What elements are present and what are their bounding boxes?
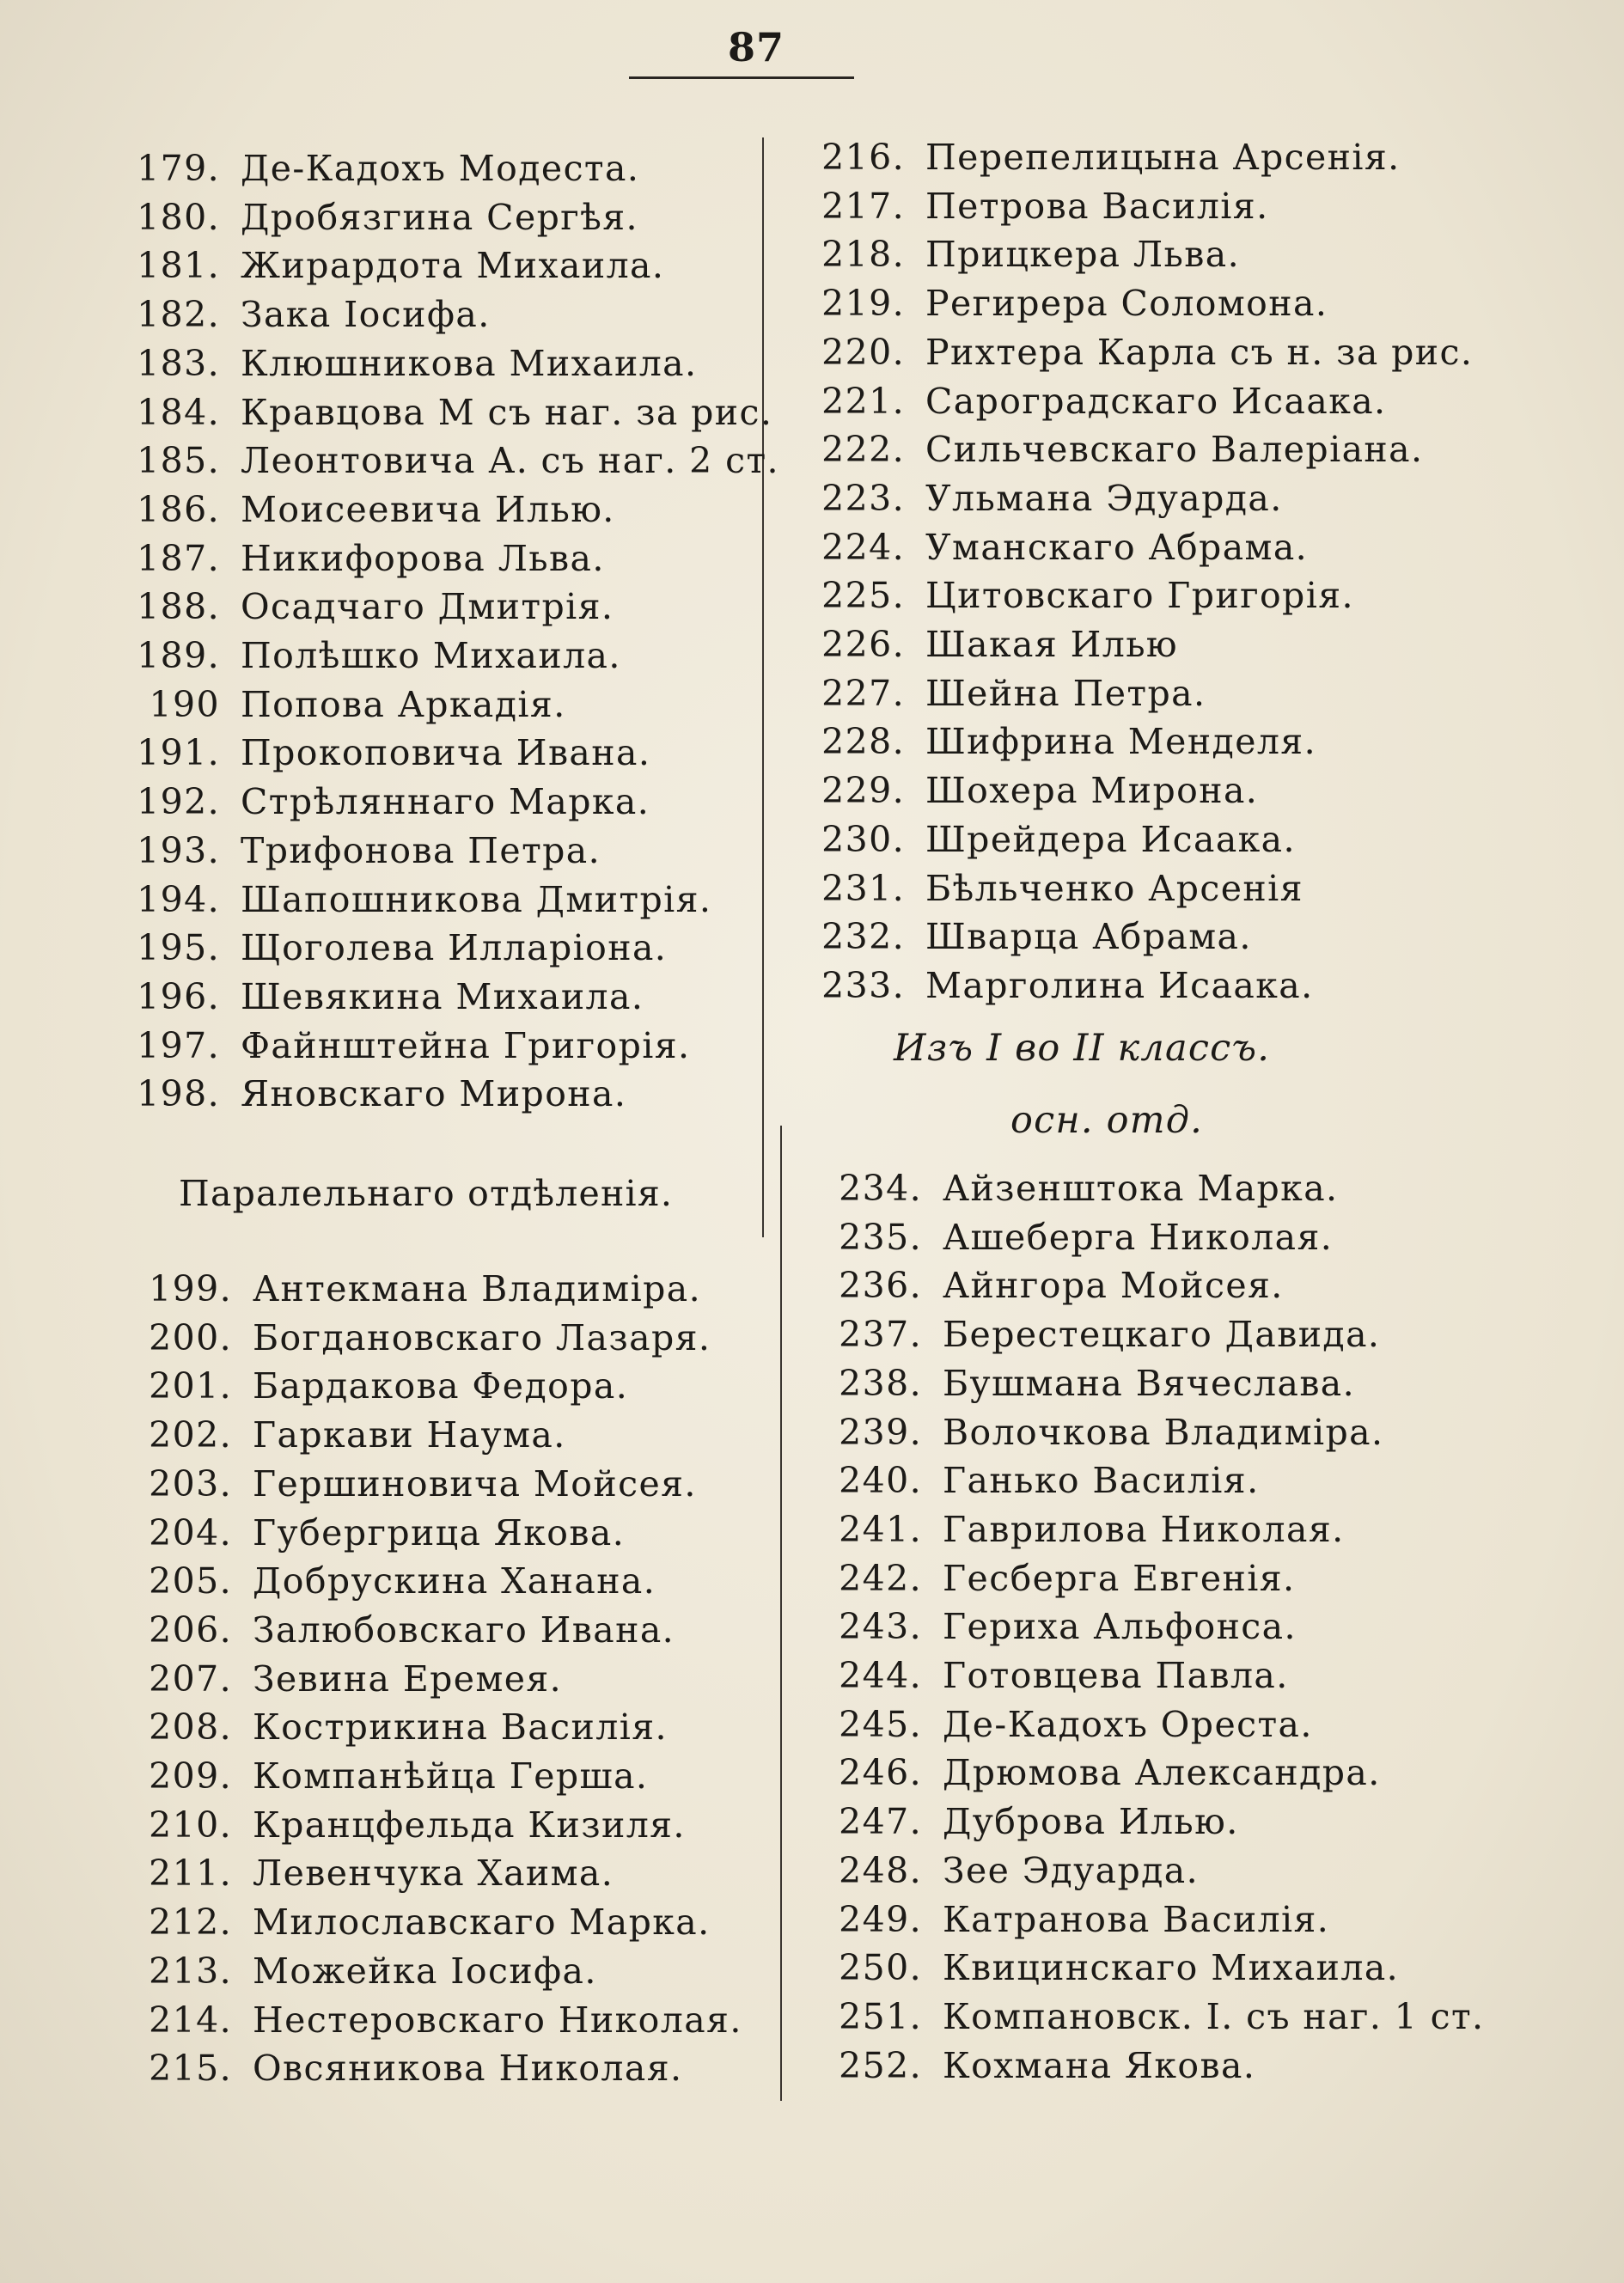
entry-name: Сароградскаго Исаака. — [925, 380, 1387, 422]
entry-number: 245. — [839, 1703, 922, 1745]
entry-name: Кострикина Василія. — [253, 1706, 668, 1749]
entry-name: Полѣшко Михаила. — [241, 635, 621, 676]
list-item — [778, 815, 1296, 864]
entry-name: Айзенштока Марка. — [943, 1168, 1339, 1209]
list-item — [778, 913, 1252, 961]
entry-number: 182. — [137, 294, 220, 336]
entry-name: Гершиновича Мойсея. — [253, 1462, 697, 1505]
entry-number: 205. — [149, 1560, 232, 1602]
list-item — [795, 1749, 1381, 1797]
entry-name: Нестеровскаго Николая. — [253, 1999, 742, 2041]
entry-number: 195. — [137, 927, 220, 969]
entry-name: Гесберга Евгенія. — [943, 1557, 1296, 1599]
entry-name: Волочкова Владиміра. — [943, 1411, 1384, 1453]
entry-name: Левенчука Хаима. — [253, 1853, 614, 1895]
entry-name: Шапошникова Дмитрія. — [241, 878, 712, 920]
entry-number: 211. — [149, 1853, 232, 1895]
list-item — [795, 1651, 1289, 1700]
list-item — [778, 133, 1401, 181]
section-heading-parallel: Паралельнаго отдѣленія. — [179, 1173, 674, 1214]
entry-name: Регирера Соломона. — [925, 283, 1328, 325]
entry-number: 184. — [137, 391, 220, 433]
entry-number: 226. — [821, 624, 905, 665]
list-item — [86, 290, 491, 339]
list-item — [86, 681, 566, 729]
list-item — [795, 1895, 1329, 1944]
entry-number: 186. — [137, 488, 220, 530]
entry-number: 202. — [149, 1414, 232, 1456]
entry-number: 179. — [137, 148, 220, 189]
entry-number: 234. — [839, 1168, 922, 1209]
list-item — [778, 474, 1283, 522]
entry-name: Шварца Абрама. — [925, 916, 1252, 958]
entry-name: Де-Кадохъ Модеста. — [241, 148, 640, 189]
entry-number: 232. — [821, 916, 905, 958]
list-item — [778, 669, 1206, 717]
entry-number: 241. — [839, 1508, 922, 1550]
list-item — [86, 632, 621, 680]
entry-number: 224. — [821, 526, 905, 568]
entry-number: 204. — [149, 1511, 232, 1554]
entry-number: 220. — [821, 331, 905, 373]
entry-number: 218. — [821, 234, 905, 276]
entry-name: Шакая Илью — [925, 624, 1179, 665]
list-item — [778, 328, 1473, 376]
entry-name: Гаврилова Николая. — [943, 1508, 1345, 1550]
list-item — [778, 571, 1354, 620]
entry-name: Рихтера Карла съ н. за рис. — [925, 331, 1474, 373]
list-item — [103, 1557, 656, 1605]
header-rule — [629, 76, 854, 79]
list-item — [86, 485, 615, 534]
entry-number: 217. — [821, 185, 905, 227]
list-item — [795, 1213, 1333, 1261]
entry-number: 219. — [821, 283, 905, 325]
entry-number: 200. — [149, 1316, 232, 1358]
list-item — [795, 1847, 1199, 1895]
list-item — [778, 523, 1308, 571]
entry-name: Антекмана Владиміра. — [253, 1268, 702, 1309]
entry-number: 221. — [821, 380, 905, 422]
entry-number: 196. — [137, 975, 220, 1017]
entry-number: 192. — [137, 781, 220, 823]
list-item — [103, 1898, 711, 1946]
entry-name: Перепелицына Арсенія. — [925, 137, 1401, 178]
entry-number: 227. — [821, 672, 905, 714]
entry-name: Трифонова Петра. — [241, 829, 601, 871]
list-item — [795, 1505, 1345, 1554]
entry-number: 190 — [149, 683, 220, 725]
entry-number: 198. — [137, 1073, 220, 1115]
list-item — [86, 339, 697, 388]
entry-number: 193. — [137, 829, 220, 871]
entry-name: Ульмана Эдуарда. — [925, 477, 1283, 519]
entry-name: Уманскаго Абрама. — [925, 526, 1309, 568]
entry-number: 250. — [839, 1947, 922, 1989]
entry-name: Кохмана Якова. — [943, 2044, 1256, 2086]
entry-name: Шевякина Михаила. — [241, 975, 644, 1017]
entry-number: 201. — [149, 1365, 232, 1407]
entry-number: 231. — [821, 867, 905, 909]
list-item — [778, 425, 1423, 473]
entry-name: Шохера Мирона. — [925, 770, 1259, 812]
list-item — [86, 1070, 626, 1118]
entry-name: Губергрица Якова. — [253, 1511, 626, 1554]
entry-number: 244. — [839, 1655, 922, 1696]
list-item — [778, 377, 1387, 425]
entry-name: Клюшникова Михаила. — [241, 342, 698, 384]
list-item — [795, 1798, 1239, 1846]
list-item — [86, 827, 601, 875]
entry-number: 187. — [137, 537, 220, 579]
list-item — [86, 778, 650, 826]
list-item — [103, 1265, 701, 1313]
list-item — [86, 973, 644, 1021]
list-item — [795, 1408, 1383, 1456]
entry-number: 251. — [839, 1995, 922, 2037]
column-divider — [762, 137, 764, 1237]
list-item — [778, 230, 1240, 278]
list-item — [86, 193, 638, 241]
entry-name: Зее Эдуарда. — [943, 1849, 1200, 1891]
entry-name: Овсяникова Николая. — [253, 2048, 683, 2090]
entry-name: Квицинскаго Михаила. — [943, 1947, 1400, 1989]
entry-name: Ашеберга Николая. — [943, 1216, 1334, 1258]
entry-name: Шрейдера Исаака. — [925, 818, 1296, 860]
entry-name: Берестецкаго Давида. — [943, 1314, 1381, 1356]
entry-number: 181. — [137, 245, 220, 287]
list-item — [103, 1362, 628, 1410]
list-item — [86, 729, 650, 777]
entry-name: Зевина Еремея. — [253, 1657, 563, 1700]
entry-name: Бушмана Вячеслава. — [943, 1362, 1356, 1404]
entry-name: Де-Кадохъ Ореста. — [943, 1703, 1313, 1745]
list-item — [86, 241, 664, 290]
entry-number: 214. — [149, 1999, 232, 2041]
list-item — [86, 876, 711, 924]
entry-number: 242. — [839, 1557, 922, 1599]
entry-number: 180. — [137, 196, 220, 238]
entry-name: Моисеевича Илью. — [241, 488, 615, 530]
list-item — [86, 388, 772, 436]
entry-name: Кравцова М съ наг. за рис. — [241, 391, 773, 433]
entry-number: 183. — [137, 342, 220, 384]
entry-number: 222. — [821, 429, 905, 471]
list-item — [795, 1359, 1355, 1407]
list-item — [778, 279, 1328, 327]
list-item — [103, 1752, 648, 1800]
entry-name: Петрова Василія. — [925, 185, 1269, 227]
entry-name: Катранова Василія. — [943, 1898, 1330, 1940]
section-subheading: осн. отд. — [1010, 1099, 1204, 1142]
list-item — [86, 436, 779, 485]
entry-number: 215. — [149, 2048, 232, 2090]
list-item — [86, 583, 614, 631]
entry-number: 228. — [821, 721, 905, 763]
entry-name: Шейна Петра. — [925, 672, 1206, 714]
list-item — [86, 534, 605, 583]
entry-number: 246. — [839, 1752, 922, 1794]
entry-number: 189. — [137, 635, 220, 676]
entry-name: Милославскаго Марка. — [253, 1901, 711, 1944]
list-item — [795, 1602, 1297, 1651]
list-item — [778, 717, 1316, 766]
entry-number: 208. — [149, 1706, 232, 1749]
entry-name: Кранцфельда Кизиля. — [253, 1804, 686, 1846]
entry-number: 185. — [137, 440, 220, 482]
entry-name: Стрѣляннаго Марка. — [241, 781, 650, 823]
list-item — [795, 1993, 1484, 2041]
entry-name: Дуброва Илью. — [943, 1801, 1239, 1843]
list-item — [778, 864, 1303, 913]
entry-name: Бѣльченко Арсенія — [925, 867, 1303, 909]
entry-number: 236. — [839, 1265, 922, 1307]
list-item — [103, 1606, 675, 1654]
entry-name: Айнгора Мойсея. — [943, 1265, 1284, 1307]
list-item — [103, 1947, 597, 1995]
entry-number: 197. — [137, 1024, 220, 1066]
list-item — [86, 924, 667, 972]
entry-number: 225. — [821, 575, 905, 617]
entry-number: 216. — [821, 137, 905, 178]
entry-number: 191. — [137, 732, 220, 774]
entry-number: 237. — [839, 1314, 922, 1356]
entry-name: Добрускина Ханана. — [253, 1560, 656, 1602]
list-item — [795, 1456, 1260, 1505]
list-item — [778, 182, 1269, 230]
entry-number: 235. — [839, 1216, 922, 1258]
entry-number: 248. — [839, 1849, 922, 1891]
list-item — [795, 1944, 1399, 1992]
entry-number: 249. — [839, 1898, 922, 1940]
list-item — [795, 1700, 1313, 1749]
entry-number: 212. — [149, 1901, 232, 1944]
list-item — [795, 2042, 1255, 2090]
entry-name: Цитовскаго Григорія. — [925, 575, 1354, 617]
list-item — [103, 1849, 614, 1897]
list-item — [103, 1703, 668, 1751]
entry-number: 188. — [137, 586, 220, 628]
entry-number: 243. — [839, 1606, 922, 1648]
entry-name: Никифорова Льва. — [241, 537, 605, 579]
entry-number: 238. — [839, 1362, 922, 1404]
entry-name: Попова Аркадія. — [241, 683, 566, 725]
entry-number: 233. — [821, 964, 905, 1006]
entry-name: Компановск. I. съ наг. 1 ст. — [943, 1995, 1485, 2037]
list-item — [778, 766, 1258, 815]
entry-number: 230. — [821, 818, 905, 860]
entry-name: Марголина Исаака. — [925, 964, 1314, 1006]
list-item — [778, 620, 1178, 668]
list-item — [103, 2044, 682, 2092]
list-item — [103, 1655, 562, 1703]
entry-name: Гериха Альфонса. — [943, 1606, 1297, 1648]
entry-name: Богдановскаго Лазаря. — [253, 1316, 711, 1358]
entry-name: Жирардота Михаила. — [241, 245, 665, 287]
entry-number: 199. — [149, 1268, 232, 1309]
entry-number: 223. — [821, 477, 905, 519]
list-item — [795, 1164, 1339, 1212]
list-item — [86, 1022, 690, 1070]
entry-number: 247. — [839, 1801, 922, 1843]
entry-name: Дрюмова Александра. — [943, 1752, 1381, 1794]
entry-number: 213. — [149, 1950, 232, 1992]
entry-number: 209. — [149, 1755, 232, 1797]
entry-name: Прокоповича Ивана. — [241, 732, 651, 774]
list-item — [778, 961, 1314, 1010]
list-item — [795, 1310, 1380, 1358]
entry-name: Зака Іосифа. — [241, 294, 491, 336]
entry-number: 207. — [149, 1657, 232, 1700]
entry-name: Залюбовскаго Ивана. — [253, 1608, 675, 1651]
entry-name: Прицкера Льва. — [925, 234, 1240, 276]
page-number: 87 — [727, 24, 785, 70]
section-heading-class: Изъ I во II классъ. — [894, 1027, 1271, 1070]
entry-name: Сильчевскаго Валеріана. — [925, 429, 1424, 471]
list-item — [103, 1314, 711, 1362]
entry-number: 240. — [839, 1460, 922, 1502]
entry-name: Леонтовича А. съ наг. 2 ст. — [241, 440, 779, 482]
list-item — [103, 1801, 686, 1849]
entry-name: Файнштейна Григорія. — [241, 1024, 691, 1066]
entry-number: 210. — [149, 1804, 232, 1846]
entry-name: Компанѣйца Герша. — [253, 1755, 649, 1797]
entry-name: Ганько Василія. — [943, 1460, 1260, 1502]
list-item — [795, 1554, 1295, 1602]
entry-number: 252. — [839, 2044, 922, 2086]
entry-number: 203. — [149, 1462, 232, 1505]
entry-name: Гаркави Наума. — [253, 1414, 566, 1456]
entry-name: Яновскаго Мирона. — [241, 1073, 627, 1115]
list-item — [103, 1509, 625, 1557]
entry-number: 229. — [821, 770, 905, 812]
entry-name: Готовцева Павла. — [943, 1655, 1289, 1696]
list-item — [795, 1261, 1284, 1309]
entry-number: 239. — [839, 1411, 922, 1453]
list-item — [103, 1460, 697, 1508]
entry-name: Бардакова Федора. — [253, 1365, 629, 1407]
entry-name: Дробязгина Сергѣя. — [241, 196, 638, 238]
list-item — [103, 1996, 742, 2044]
column-divider-lower — [780, 1126, 782, 2101]
entry-name: Шифрина Менделя. — [925, 721, 1317, 763]
entry-number: 194. — [137, 878, 220, 920]
entry-number: 206. — [149, 1608, 232, 1651]
list-item — [103, 1411, 566, 1459]
list-item — [86, 144, 639, 192]
entry-name: Можейка Іосифа. — [253, 1950, 597, 1992]
entry-name: Щоголева Илларіона. — [241, 927, 668, 969]
entry-name: Осадчаго Дмитрія. — [241, 586, 614, 628]
